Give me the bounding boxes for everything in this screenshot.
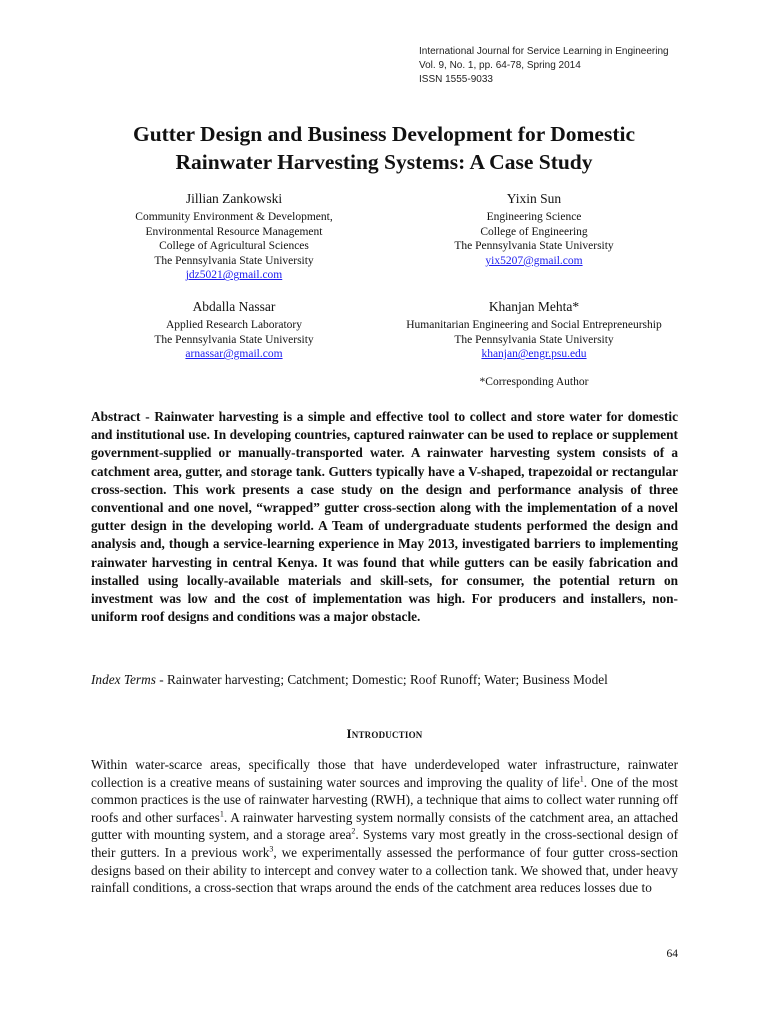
author-block-nassar bbox=[104, 298, 364, 362]
journal-header bbox=[419, 45, 669, 87]
author-block-zankowski bbox=[104, 190, 364, 283]
introduction-paragraph bbox=[91, 756, 678, 897]
author-name: Abdalla Nassar bbox=[192, 299, 276, 314]
author-block-mehta bbox=[384, 298, 684, 362]
abstract: Abstract - Rainwater harvesting is a simple and effective tool to collect and store water for domestic and institutional use. In developing countries, captured rainwater can be used to replace or supplement government-supplied or manually-transported water. A rainwater harvesting system consists of a catchment area, gutter, and storage tank. Gutters typically have a V-shaped, trapezoidal or rectangular cross-section. This work presents a case study on the design and performance analysis of three conventional and one novel, “wrapped” gutter cross-section along with the implementation of a novel gutter design in the developing world. A Team of undergraduate students performed the design and analysis and, though a service-learning experience in May 2013, investigated barriers to implementing rainwater harvesting in central Kenya. It was found that while gutters can be easily fabrication and installed using locally-available materials and skill-sets, for consumer, the potential return on investment was low and the cost of implementation was high. For producers and installers, non-uniform roof designs and conditions was a major obstacle. bbox=[91, 409, 678, 625]
author-affiliation: College of Agricultural Sciences bbox=[159, 240, 309, 253]
paper-title bbox=[60, 120, 708, 176]
author-affiliation: The Pennsylvania State University bbox=[154, 254, 314, 267]
author-affiliation: The Pennsylvania State University bbox=[454, 240, 614, 253]
intro-text: , we experimentally assessed the performance of four gutter cross-section designs based on their ability to intercept and convey water to a collection tank. We showed that, under heavy rainfall conditions, a cross-section that wraps around the ends of the catchment area reduces losses due to bbox=[91, 844, 678, 896]
index-terms-label: Index Terms bbox=[91, 672, 156, 687]
citation-ref[interactable]: 1 bbox=[219, 809, 224, 819]
author-affiliation: Humanitarian Engineering and Social Entrepreneurship bbox=[406, 319, 662, 331]
section-heading-introduction: Introduction bbox=[346, 726, 423, 741]
intro-text: . One of the most common practices is the use of rainwater harvesting (RWH), a technique that aims to collect water running off roofs and other surfaces bbox=[91, 774, 678, 825]
paper-title-line2: Rainwater Harvesting Systems: A Case Study bbox=[175, 150, 593, 174]
index-terms-text: - Rainwater harvesting; Catchment; Domestic; Roof Runoff; Water; Business Model bbox=[155, 672, 608, 687]
author-affiliation: The Pennsylvania State University bbox=[154, 333, 314, 346]
author-affiliation: The Pennsylvania State University bbox=[454, 333, 614, 346]
author-affiliation: Community Environment & Development, bbox=[135, 211, 333, 223]
author-email-link[interactable]: khanjan@engr.psu.edu bbox=[481, 348, 587, 361]
paper-title-line1: Gutter Design and Business Development for Domestic bbox=[132, 122, 636, 146]
citation-ref[interactable]: 3 bbox=[269, 844, 274, 854]
intro-text: . Systems vary most greatly in the cross-sectional design of their gutters. In a previous work bbox=[91, 827, 678, 860]
intro-text: . A rainwater harvesting system normally consists of the catchment area, an attached gutter with mounting system, and a storage area bbox=[91, 809, 678, 843]
author-name: Yixin Sun bbox=[506, 191, 562, 206]
journal-issn: ISSN 1555-9033 bbox=[419, 74, 493, 85]
journal-name: International Journal for Service Learning in Engineering bbox=[419, 46, 669, 57]
author-email-link[interactable]: jdz5021@gmail.com bbox=[185, 269, 283, 282]
page-number: 64 bbox=[666, 948, 678, 960]
citation-ref[interactable]: 1 bbox=[579, 774, 584, 784]
author-affiliation: College of Engineering bbox=[480, 225, 588, 238]
author-name: Jillian Zankowski bbox=[185, 191, 283, 206]
author-affiliation: Environmental Resource Management bbox=[145, 225, 323, 238]
journal-volume: Vol. 9, No. 1, pp. 64-78, Spring 2014 bbox=[419, 60, 581, 71]
index-terms bbox=[91, 671, 678, 689]
author-email-link[interactable]: yix5207@gmail.com bbox=[485, 254, 583, 267]
author-block-sun bbox=[404, 190, 664, 268]
author-affiliation: Engineering Science bbox=[486, 211, 582, 223]
intro-text: Within water-scarce areas, specifically those that have underdeveloped water infrastructure, rainwater collection is a creative means of sustaining water sources and improving the quality of life bbox=[91, 757, 678, 790]
citation-ref[interactable]: 2 bbox=[351, 826, 356, 836]
author-email-link[interactable]: arnassar@gmail.com bbox=[185, 348, 283, 361]
author-name: Khanjan Mehta* bbox=[488, 299, 580, 314]
author-affiliation: Applied Research Laboratory bbox=[165, 319, 303, 331]
corresponding-author-note: *Corresponding Author bbox=[479, 376, 589, 388]
